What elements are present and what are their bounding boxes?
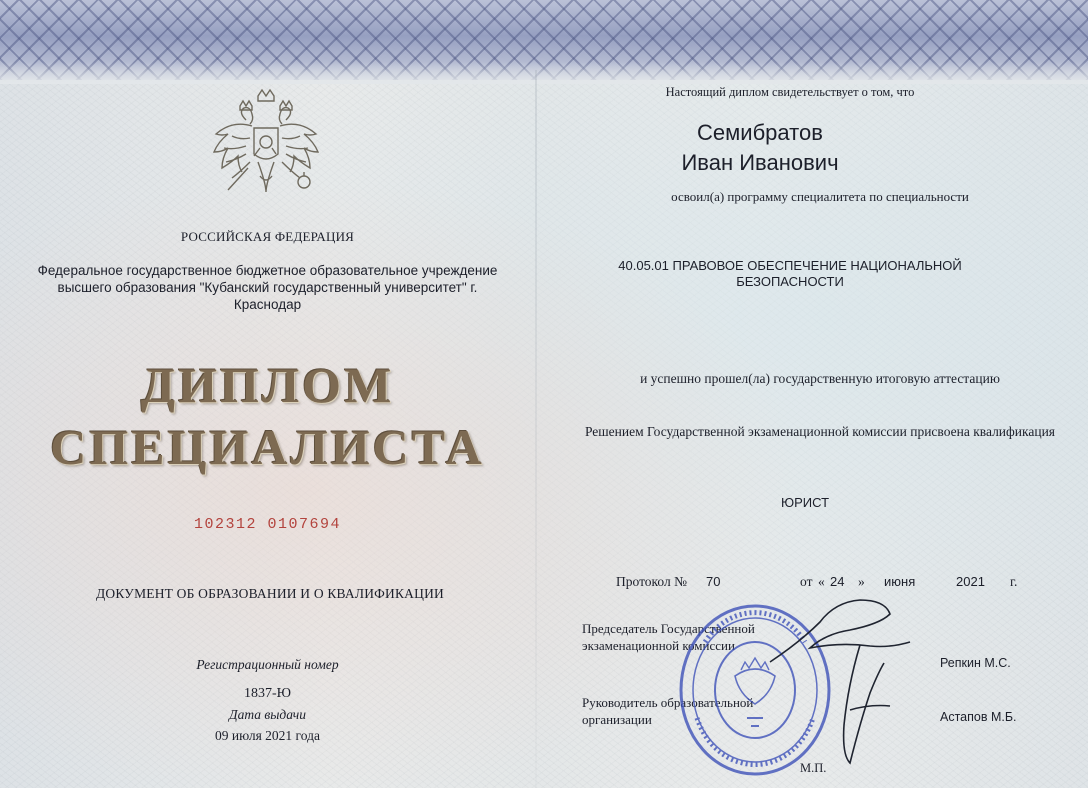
protocol-label: Протокол № [616, 574, 687, 589]
document-type: ДОКУМЕНТ ОБ ОБРАЗОВАНИИ И О КВАЛИФИКАЦИИ [96, 586, 444, 601]
protocol-year-suffix: г. [1010, 574, 1018, 589]
chair-name: Репкин М.С. [940, 656, 1011, 670]
registration-number: 1837-Ю [243, 686, 292, 701]
commission-decision-text: Решением Государственной экзаменационной комиссии присвоена квалификация [584, 424, 1056, 439]
graduate-surname: Семибратов [697, 120, 823, 145]
specialty: 40.05.01 ПРАВОВОЕ ОБЕСПЕЧЕНИЕ НАЦИОНАЛЬНОЙ БЕЗОПАСНОСТИ [618, 258, 962, 289]
seal-place-label: М.П. [800, 761, 827, 775]
diploma-title-line2: СПЕЦИАЛИСТА [50, 419, 485, 475]
country-name: РОССИЙСКАЯ ФЕДЕРАЦИЯ [180, 229, 355, 244]
diploma-title-line1: ДИПЛОМ [140, 357, 395, 413]
institution-name: Федеральное государственное бюджетное образовательное учреждение высшего образования "Кубанский государственный университет" г. Краснодар [37, 263, 498, 312]
protocol-open-quote: « [818, 574, 825, 589]
protocol-from: от [800, 574, 813, 589]
page-fold [535, 70, 537, 788]
qualification: ЮРИСТ [780, 495, 830, 510]
head-label: Руководитель образовательной организации [582, 695, 754, 727]
issue-date: 09 июля 2021 года [215, 728, 320, 743]
chair-label: Председатель Государственной экзаменационной комиссии [582, 621, 755, 653]
graduate-given-names: Иван Иванович [681, 150, 839, 175]
protocol-year: 2021 [956, 574, 985, 589]
coat-of-arms-icon [202, 86, 330, 214]
protocol-day: 24 [830, 574, 845, 589]
protocol-close-quote: » [858, 574, 865, 589]
protocol-number: 70 [706, 574, 721, 589]
head-signature-icon [820, 640, 900, 770]
head-name: Астапов М.Б. [940, 710, 1017, 724]
registration-label: Регистрационный номер [196, 657, 339, 672]
attestation-text: и успешно прошел(ла) государственную итоговую аттестацию [640, 371, 1000, 386]
certifies-text: Настоящий диплом свидетельствует о том, что [665, 85, 915, 99]
mastered-program-text: освоил(а) программу специалитета по специальности [671, 189, 969, 204]
protocol-month: июня [884, 574, 916, 589]
serial-number: 102312 0107694 [193, 516, 342, 533]
issue-date-label: Дата выдачи [229, 707, 306, 722]
